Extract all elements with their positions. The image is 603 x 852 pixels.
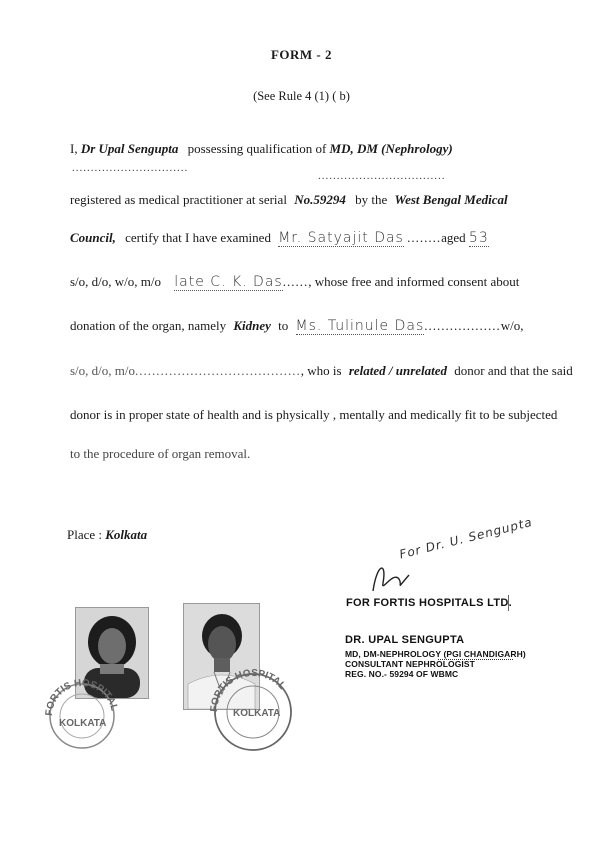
line-7-dots: ....................................... <box>135 363 301 378</box>
line-4-dots: ........ <box>407 230 442 245</box>
line-7 <box>70 363 573 379</box>
line-3-b: by the <box>355 192 388 207</box>
line-7-b: , who is <box>300 363 342 378</box>
stamp-reg: REG. NO.- 59294 OF WBMC <box>345 669 459 679</box>
line-6-end: w/o, <box>500 318 524 333</box>
stamp-degree: MD, DM-NEPHROLOGY (PGI CHANDIGARH) <box>345 649 526 659</box>
form-title: FORM - 2 <box>270 47 333 62</box>
line-1-mid: possessing qualification of <box>187 141 327 156</box>
serial-number: No.59294 <box>294 192 346 207</box>
line-2-left-dots: ............................... <box>72 162 189 174</box>
line-7-c: donor and that the said <box>454 363 573 378</box>
svg-text:KOLKATA: KOLKATA <box>233 708 281 719</box>
line-2-right-dots: .................................. <box>318 170 446 182</box>
organ-name: Kidney <box>233 318 271 333</box>
line-7-label: s/o, d/o, m/o <box>70 363 136 378</box>
line-5-b: , whose free and informed consent about <box>308 274 520 289</box>
line-3-a: registered as medical practitioner at serial <box>70 192 287 207</box>
place-label: Place : <box>67 527 103 542</box>
qualification: MD, DM (Nephrology) <box>329 141 453 156</box>
line-1-prefix: I, <box>70 141 78 156</box>
line-1 <box>70 141 453 157</box>
svg-text:FORTIS HOSPITAL: FORTIS HOSPITAL <box>208 668 288 713</box>
line-9: to the procedure of organ removal. <box>70 446 251 461</box>
line-5 <box>70 274 519 290</box>
fortis-hospitals-label: FOR FORTIS HOSPITALS LTD. <box>346 597 512 609</box>
line-6-dots: .................. <box>424 318 501 333</box>
donor-name-handwritten: Mr. Satyajit Das <box>278 230 404 246</box>
stamp-role: CONSULTANT NEPHROLOGIST <box>345 659 475 669</box>
line-6 <box>70 318 524 334</box>
line-4 <box>70 230 489 246</box>
stamp-doctor-name: DR. UPAL SENGUPTA <box>345 634 465 646</box>
line-6-a: donation of the organ, namely <box>70 318 227 333</box>
related-unrelated: related / unrelated <box>348 363 448 378</box>
doctor-name: Dr Upal Sengupta <box>80 141 179 156</box>
signature-handwritten: For Dr. U. Sengupta <box>398 514 534 562</box>
line-5-dots: ...... <box>282 274 309 289</box>
relation-label: s/o, d/o, w/o, m/o <box>70 274 162 289</box>
svg-text:FORTIS HOSPITAL: FORTIS HOSPITAL <box>43 677 120 717</box>
line-4-aged: aged <box>441 230 466 245</box>
line-3 <box>70 192 508 208</box>
signature-scribble <box>365 553 525 598</box>
hospital-stamp-right <box>203 668 303 758</box>
place <box>67 527 147 543</box>
council-name-part-2: Council, <box>70 230 116 245</box>
svg-text:KOLKATA: KOLKATA <box>59 718 107 729</box>
donor-age-handwritten: 53 <box>468 230 489 246</box>
rule-reference: (See Rule 4 (1) ( b) <box>253 89 350 103</box>
donor-relation-handwritten: late C. K. Das <box>174 274 283 290</box>
place-value: Kolkata <box>105 527 148 542</box>
line-6-to: to <box>278 318 289 333</box>
hospital-stamp-left <box>37 676 127 751</box>
council-name-part-1: West Bengal Medical <box>394 192 508 207</box>
line-4-a: certify that I have examined <box>125 230 271 245</box>
line-8: donor is in proper state of health and is physically , mentally and medically fit to be subjected <box>70 407 558 422</box>
stamp-dots <box>438 659 513 660</box>
recipient-name-handwritten: Ms. Tulinule Das <box>295 318 425 334</box>
